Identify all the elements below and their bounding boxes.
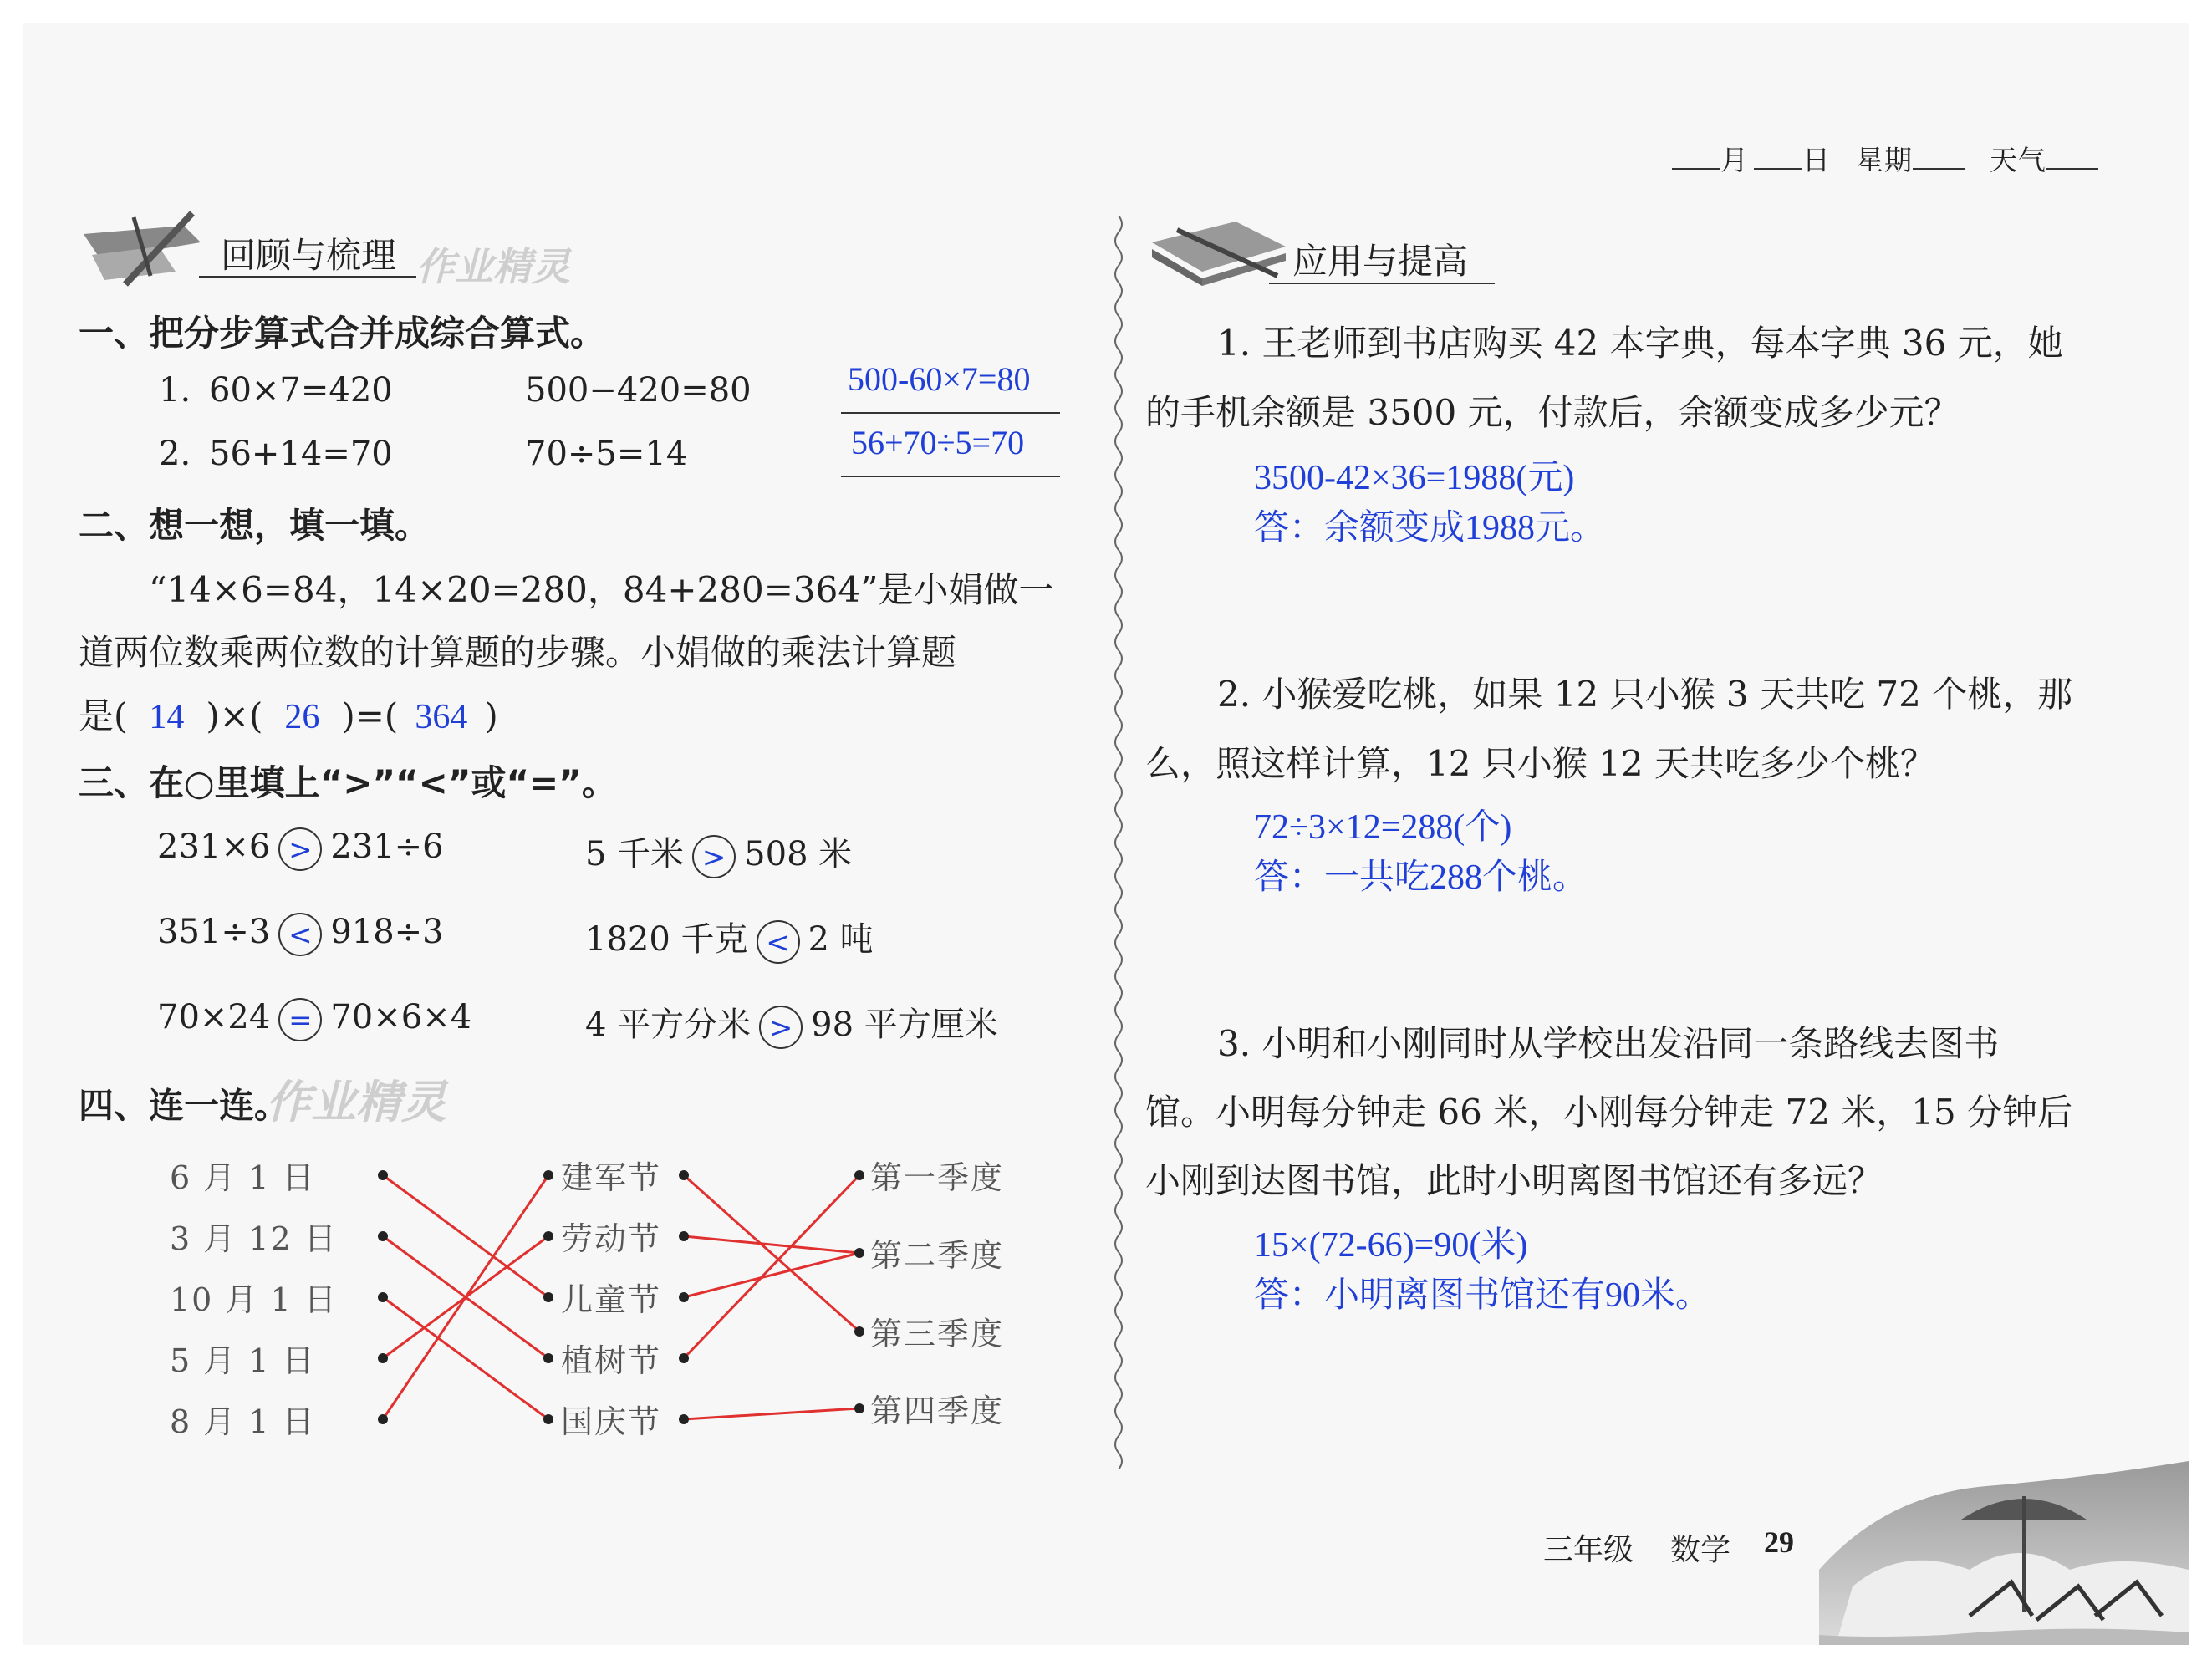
match-line-festival-season: [684, 1236, 859, 1253]
match-season-3: 第三季度: [870, 1316, 1005, 1352]
p1-line2: 的手机余额是 3500 元，付款后，余额变成多少元？: [1145, 392, 1960, 433]
compare-circle: >: [278, 827, 322, 871]
q2-line1: “14×6=84，14×20=280，84+280=364”是小娟做一: [149, 569, 1054, 610]
month-label: 月: [1720, 144, 1749, 176]
q2-answer-3: 364: [415, 698, 468, 736]
p1-calc: 3500-42×36=1988(元): [1254, 459, 1575, 497]
right-section-title: 应用与提高: [1292, 241, 1469, 282]
match-dot: [378, 1292, 388, 1302]
match-festival-2: 劳动节: [561, 1220, 662, 1257]
q3-item-3-left: 351÷3: [157, 913, 271, 951]
q1-heading: 一、把分步算式合并成综合算式。: [79, 313, 606, 354]
match-date-1: 6 月 1 日: [170, 1159, 316, 1196]
q3-item-6-left: 4 平方分米: [585, 1006, 752, 1044]
q1-row1-num: 1.: [159, 371, 191, 410]
right-title-underline: [1269, 283, 1495, 284]
q4-heading: 四、连一连。: [79, 1085, 290, 1126]
compare-circle: =: [278, 998, 322, 1041]
page-divider: [1110, 216, 1127, 1469]
match-festival-4: 植树节: [561, 1342, 662, 1379]
watermark-top: 作业精灵: [416, 244, 570, 289]
p2-calc: 72÷3×12=288(个): [1254, 808, 1512, 847]
match-dot: [378, 1170, 388, 1180]
left-section-title: 回顾与梳理: [221, 235, 397, 276]
match-line-festival-season: [684, 1175, 859, 1358]
q1-row1-answer: 500-60×7=80: [848, 360, 1031, 398]
p2-line2: 么，照这样计算，12 只小猴 12 天共吃多少个桃？: [1145, 743, 1935, 784]
q2-answer-2: 26: [284, 698, 320, 736]
day-label: 日: [1802, 144, 1831, 176]
p3-line1: 3. 小明和小刚同时从学校出发沿同一条路线去图书: [1217, 1023, 2000, 1064]
compare-circle: >: [692, 835, 736, 878]
page-number: 29: [1764, 1525, 1794, 1559]
q3-item-1-right: 231÷6: [330, 827, 444, 866]
match-line-date-festival: [383, 1175, 548, 1419]
p3-line2: 馆。小明每分钟走 66 米，小刚每分钟走 72 米，15 分钟后: [1145, 1092, 2073, 1133]
footer-subject: 数学: [1670, 1533, 1731, 1567]
q2-suffix: ): [484, 695, 498, 736]
weather-label: 天气: [1990, 144, 2046, 176]
q3-item-3-right: 918÷3: [330, 913, 444, 951]
q1-row2-answer: 56+70÷5=70: [851, 424, 1025, 461]
q2-mid2: )=(: [341, 695, 399, 736]
match-dot: [854, 1403, 864, 1413]
match-dot: [854, 1170, 864, 1180]
match-dot: [679, 1353, 689, 1363]
match-dot: [679, 1292, 689, 1302]
match-line-festival-season: [684, 1408, 859, 1419]
q1-row2-a: 56+14=70: [209, 435, 393, 473]
match-festival-1: 建军节: [561, 1159, 662, 1196]
weekday-label: 星期: [1856, 144, 1913, 176]
q3-item-4-left: 1820 千克: [585, 920, 748, 959]
match-dot: [543, 1414, 553, 1424]
q2-line2: 道两位数乘两位数的计算题的步骤。小娟做的乘法计算题: [79, 632, 957, 673]
match-festival-5: 国庆节: [561, 1403, 662, 1440]
p3-calc: 15×(72-66)=90(米): [1254, 1226, 1528, 1265]
match-line-festival-season: [684, 1253, 859, 1297]
q1-row2-num: 2.: [159, 435, 191, 473]
match-dot: [854, 1326, 864, 1337]
compare-circle: <: [278, 913, 322, 956]
q3-heading: 三、在○里填上“>”“<”或“=”。: [79, 762, 617, 803]
match-dot: [543, 1170, 553, 1180]
p3-line3: 小刚到达图书馆，此时小明离图书馆还有多远？: [1145, 1160, 1883, 1201]
date-header: [1672, 139, 2098, 178]
match-dot: [378, 1231, 388, 1241]
match-dot: [679, 1231, 689, 1241]
match-dot: [378, 1353, 388, 1363]
match-dot: [679, 1170, 689, 1180]
p3-answer: 答：小明离图书馆还有90米。: [1254, 1276, 1711, 1315]
q1-row2-b: 70÷5=14: [525, 435, 688, 473]
q3-item-5-left: 70×24: [157, 998, 271, 1036]
workbook-page: [23, 23, 2189, 1645]
q1-row1-a: 60×7=420: [209, 371, 393, 410]
match-season-2: 第二季度: [870, 1237, 1005, 1274]
match-dot: [543, 1231, 553, 1241]
q3-item-4-right: 2 吨: [808, 920, 874, 959]
match-dot: [543, 1353, 553, 1363]
q3-item-2-right: 508 米: [744, 835, 853, 873]
match-date-5: 8 月 1 日: [170, 1403, 316, 1440]
match-date-2: 3 月 12 日: [170, 1220, 338, 1257]
match-festival-3: 儿童节: [561, 1281, 662, 1318]
q1-row1-b: 500−420=80: [525, 371, 752, 410]
match-dot: [378, 1414, 388, 1424]
match-dot: [543, 1292, 553, 1302]
q2-prefix: 是(: [79, 695, 128, 736]
q2-answer-1: 14: [149, 698, 185, 736]
q2-heading: 二、想一想，填一填。: [79, 505, 431, 546]
q3-item-1-left: 231×6: [157, 827, 271, 866]
q3-item-2-left: 5 千米: [585, 835, 685, 873]
watermark-mid: 作业精灵: [266, 1076, 446, 1128]
q3-item-5-right: 70×6×4: [330, 998, 472, 1036]
beach-illustration: [1819, 1444, 2189, 1645]
match-line-festival-season: [684, 1175, 859, 1332]
compare-circle: >: [759, 1006, 803, 1049]
p2-line1: 2. 小猴爱吃桃，如果 12 只小猴 3 天共吃 72 个桃，那: [1217, 674, 2073, 715]
q3-item-6-right: 98 平方厘米: [811, 1006, 998, 1044]
books-icon: [1144, 209, 1294, 293]
match-line-date-festival: [383, 1175, 548, 1297]
p1-line1: 1. 王老师到书店购买 42 本字典，每本字典 36 元，她: [1217, 323, 2063, 364]
match-season-4: 第四季度: [870, 1393, 1005, 1429]
match-line-date-festival: [383, 1297, 548, 1419]
compare-circle: <: [757, 920, 800, 964]
match-dot: [679, 1414, 689, 1424]
match-dot: [854, 1248, 864, 1258]
match-date-4: 5 月 1 日: [170, 1342, 316, 1379]
q2-mid1: )×(: [206, 695, 263, 736]
match-date-3: 10 月 1 日: [170, 1281, 338, 1318]
p1-answer: 答：余额变成1988元。: [1254, 509, 1606, 547]
footer-grade: 三年级: [1543, 1533, 1634, 1567]
p2-answer: 答：一共吃288个桃。: [1254, 858, 1588, 897]
match-season-1: 第一季度: [870, 1159, 1005, 1196]
